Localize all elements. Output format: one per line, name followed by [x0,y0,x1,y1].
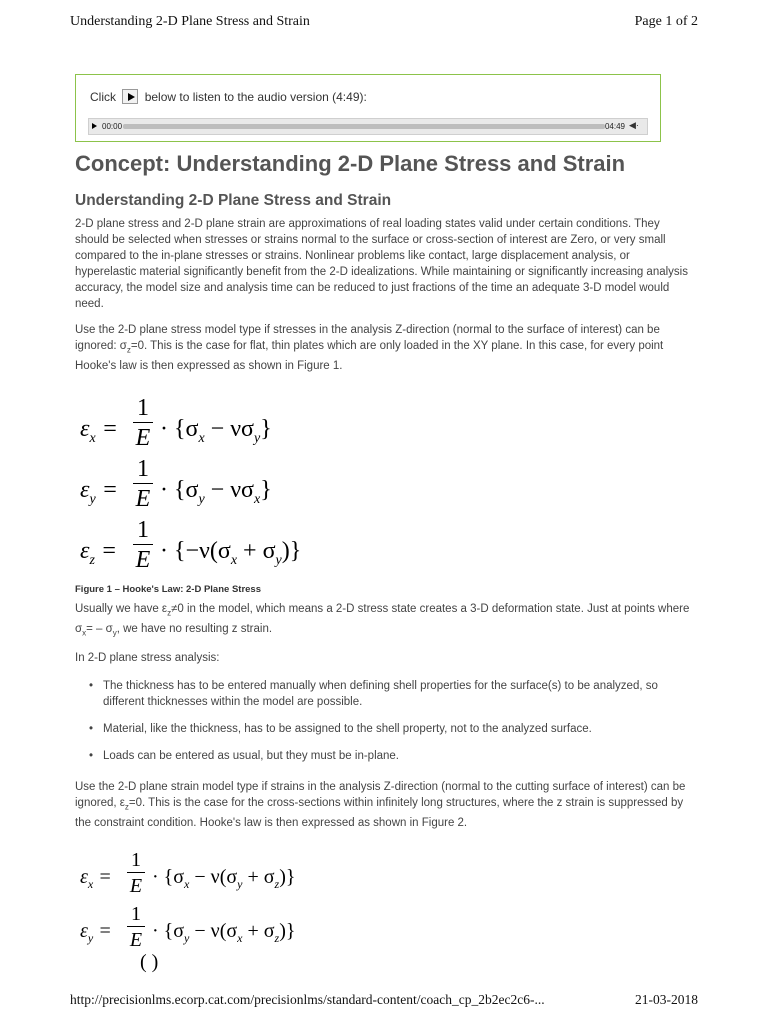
time-end: 04:49 [604,122,625,131]
page-number: Page 1 of 2 [634,14,698,29]
audio-player[interactable] [88,118,648,135]
pdf-footer [70,992,698,1012]
list-item: • The thickness has to be entered manually when defining shell properties for the surface(s) to be analyzed, so different thicknesses within the model are possible. [89,678,659,710]
deformation-paragraph: Usually we have $\varepsilon_z\ne 0$ in the model, which means a 2-D stress state creates a 3-D deformation state. Just at points where $\sigma_x= - \sigma_y$, we have no resulting z strain. [75,603,690,638]
seek-bar[interactable] [123,124,605,129]
play-icon[interactable] [122,89,138,104]
audio-box [75,74,661,142]
cut-off-equation: ( ) [140,951,159,973]
print-date: 21-03-2018 [635,992,698,1007]
list-item: • Loads can be entered as usual, but they must be in-plane. [89,748,659,764]
volume-icon[interactable]: ◀· [629,120,639,130]
source-url: http://precisionlms.ecorp.cat.com/precisionlms/standard-content/coach_cp_2b2ec2c6-... [70,992,545,1007]
play-button[interactable] [92,123,97,129]
audio-instruction: Click below to listen to the audio version (4:49): [90,90,367,104]
plane-strain-paragraph: Use the 2-D plane strain model type if strains in the analysis Z-direction (normal to the cutting surface of interest) can be ignored, $\varepsilon_z=0$. This is the case for the cross-sections within infinitely long structures, where the z strain is suppressed by the constraint condition. Hooke's law is then expressed as shown in Figure 2. [75,781,686,830]
header-title: Understanding 2-D Plane Stress and Strain [70,14,310,29]
figure-1-caption: Figure 1 – Hooke's Law: 2-D Plane Stress [75,584,261,595]
section-title: Understanding 2-D Plane Stress and Strain [75,192,392,209]
concept-title: Concept: Understanding 2-D Plane Stress and Strain [75,151,626,176]
intro-paragraph: 2-D plane stress and 2-D plane strain are approximations of real loading states valid under certain conditions. They should be selected when stresses or strains normal to the surface or cross-section of interest are Zero, or very small compared to the in-plane stresses or strains. Nonlinear problems like contact, large displacement analysis, or hyperelastic material significantly benefit from the 2-D idealizations. While maintaining or significantly increasing analysis accuracy, the model size and analysis time can be reduced to just fractions of the time an adequate 3-D model would need. [75,218,688,310]
time-start: 00:00 [102,122,123,131]
plane-stress-bullet-list [89,678,659,775]
plane-stress-paragraph: Use the 2-D plane stress model type if stresses in the analysis Z-direction (normal to the surface of interest) can be ignored: $\sigma_z=0$. This is the case for flat, thin plates which are only loaded in the XY plane. In this case, for every point Hooke's law is then expressed as shown in Figure 1. [75,324,664,373]
list-item: • Material, like the thickness, has to be assigned to the shell property, not to the analyzed surface. [89,721,659,737]
plane-stress-intro: In 2-D plane stress analysis: [75,652,220,664]
pdf-header [70,14,698,34]
